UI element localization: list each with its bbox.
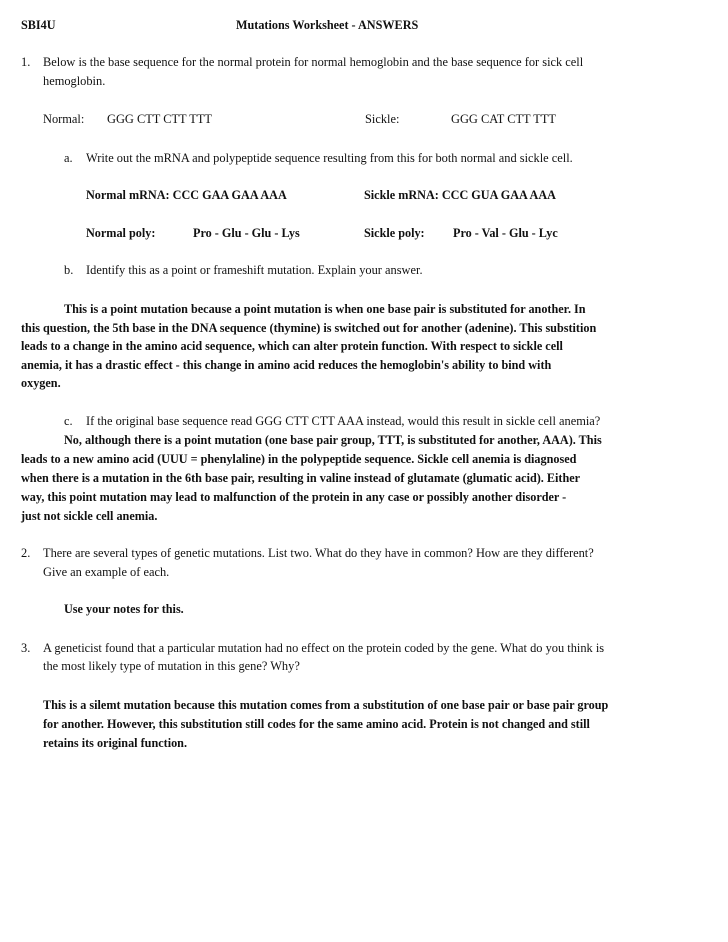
q1c-answer-line: just not sickle cell anemia.: [21, 509, 158, 523]
sickle-label: Sickle:: [365, 112, 400, 126]
course-code: SBI4U: [21, 18, 56, 32]
sickle-poly-label: Sickle poly:: [364, 226, 425, 240]
q3-prompt-line1: A geneticist found that a particular mutation had no effect on the protein coded by the gene. What do you think is: [43, 641, 605, 655]
normal-mrna: Normal mRNA: CCC GAA GAA AAA: [86, 188, 287, 202]
q1c-answer-line: leads to a new amino acid (UUU = phenylaline) in the polypeptide sequence. Sickle cell anemia is diagnosed: [21, 452, 577, 466]
q1b-answer-line: oxygen.: [21, 376, 61, 390]
q2-number: 2.: [21, 546, 31, 560]
q1c-answer-line: No, although there is a point mutation (one base pair group, TTT, is substituted for another, AAA). This: [64, 433, 602, 447]
q1a-prompt: Write out the mRNA and polypeptide sequence resulting from this for both normal and sickle cell.: [86, 151, 573, 165]
q1b-answer-line: anemia, it has a drastic effect - this change in amino acid reduces the hemoglobin's ability to bind with: [21, 358, 552, 372]
q3-prompt-line2: the most likely type of mutation in this gene? Why?: [43, 659, 300, 673]
q1-prompt-line1: Below is the base sequence for the normal protein for normal hemoglobin and the base sequence for sick cell: [43, 55, 584, 69]
q1c-letter: c.: [64, 414, 73, 428]
q2-prompt-line2: Give an example of each.: [43, 565, 170, 579]
q1-number: 1.: [21, 55, 31, 69]
q1b-answer-line: leads to a change in the amino acid sequence, which can alter protein function. With respect to sickle cell: [21, 339, 563, 353]
sickle-poly: Pro - Val - Glu - Lyc: [453, 226, 558, 240]
q1a-letter: a.: [64, 151, 73, 165]
q1c-answer-line: when there is a mutation in the 6th base pair, resulting in valine instead of glutamate (glumatic acid). Either: [21, 471, 581, 485]
q1b-answer-line: This is a point mutation because a point mutation is when one base pair is substituted for another. In: [64, 302, 586, 316]
q1b-prompt: Identify this as a point or frameshift mutation. Explain your answer.: [86, 263, 423, 277]
q1c-answer-line: way, this point mutation may lead to malfunction of the protein in any case or possibly another disorder -: [21, 490, 567, 504]
sickle-mrna: Sickle mRNA: CCC GUA GAA AAA: [364, 188, 556, 202]
q1b-letter: b.: [64, 263, 74, 277]
q3-answer-line: This is a silemt mutation because this mutation comes from a substitution of one base pair or base pair group: [43, 698, 609, 712]
q2-answer: Use your notes for this.: [64, 602, 184, 616]
normal-label: Normal:: [43, 112, 85, 126]
q3-number: 3.: [21, 641, 31, 655]
q1c-prompt: If the original base sequence read GGG CTT CTT AAA instead, would this result in sickle cell anemia?: [86, 414, 601, 428]
normal-sequence: GGG CTT CTT TTT: [107, 112, 212, 126]
q1-prompt-line2: hemoglobin.: [43, 74, 106, 88]
sickle-sequence: GGG CAT CTT TTT: [451, 112, 556, 126]
q1b-answer-line: this question, the 5th base in the DNA sequence (thymine) is switched out for another (adenine). This substition: [21, 321, 597, 335]
q2-prompt-line1: There are several types of genetic mutations. List two. What do they have in common? How are they different?: [43, 546, 594, 560]
normal-poly-label: Normal poly:: [86, 226, 156, 240]
q3-answer-line: retains its original function.: [43, 736, 188, 750]
normal-poly: Pro - Glu - Glu - Lys: [193, 226, 300, 240]
q3-answer-line: for another. However, this substitution still codes for the same amino acid. Protein is not changed and still: [43, 717, 590, 731]
page-title: Mutations Worksheet - ANSWERS: [236, 18, 419, 32]
